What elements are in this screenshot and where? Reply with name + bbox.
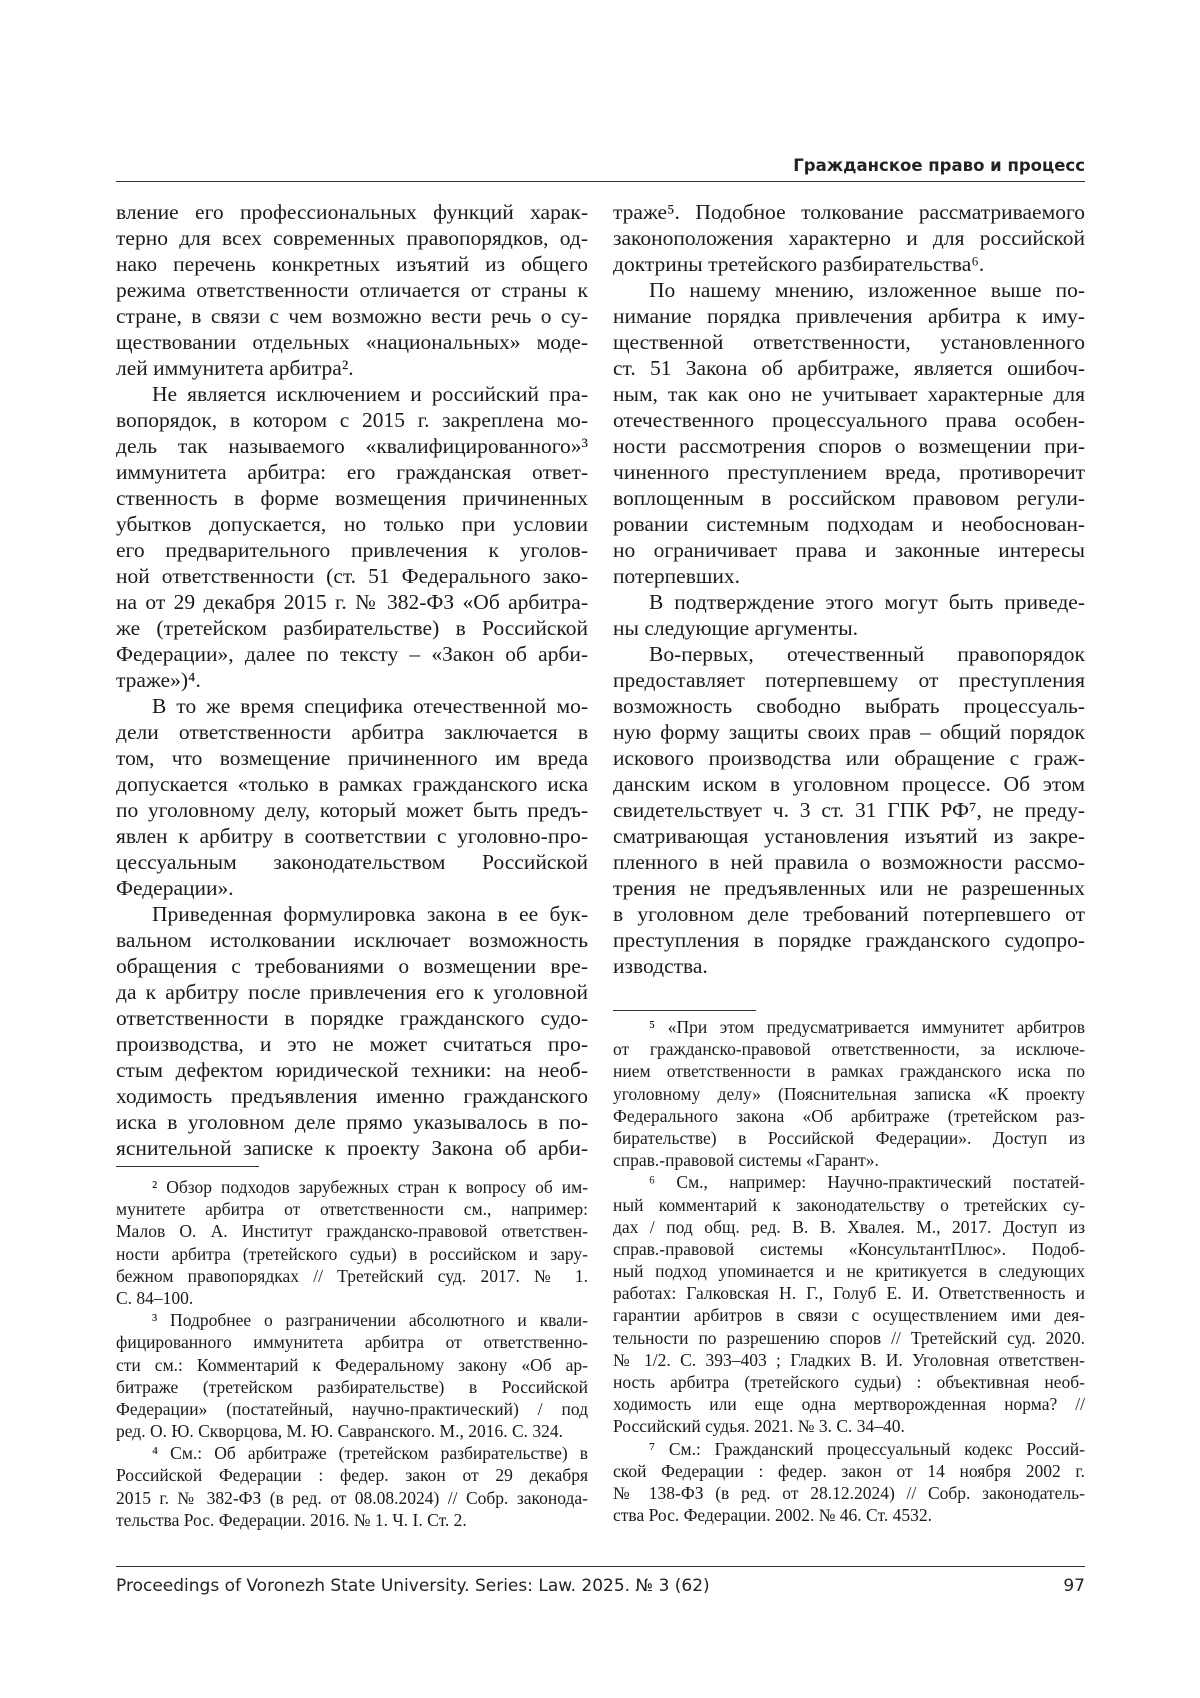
paragraph	[116, 381, 588, 693]
text-line: стране, в связи с чем возможно вести речь о су-	[116, 303, 588, 329]
text-line: вопорядок, в котором с 2015 г. закреплена мо-	[116, 407, 588, 433]
text-line: гарантии арбитров в связи с осуществлением ими дея-	[613, 1304, 1085, 1326]
text-line: ходимость предъявления именно гражданского	[116, 1083, 588, 1109]
text-line: № 138-ФЗ (в ред. от 28.12.2024) // Собр. законодатель-	[613, 1482, 1085, 1504]
text-line: данским иском в уголовном процессе. Об этом	[613, 771, 1085, 797]
text-line: ской Федерации : федер. закон от 14 ноября 2002 г.	[613, 1460, 1085, 1482]
text-line: воплощенным в российском правовом регули-	[613, 485, 1085, 511]
text-line: ществовании отдельных «национальных» моде-	[116, 329, 588, 355]
text-line: Федерального закона «Об арбитраже (третейском раз-	[613, 1105, 1085, 1127]
paragraph	[116, 901, 588, 1161]
text-line: мунитете арбитра от ответственности см., например:	[116, 1198, 588, 1220]
text-line: на от 29 декабря 2015 г. № 382-ФЗ «Об арбитра-	[116, 589, 588, 615]
text-line: траже»)⁴.	[116, 667, 588, 693]
text-line: 2015 г. № 382-ФЗ (в ред. от 08.08.2024) // Собр. законода-	[116, 1487, 588, 1509]
body-column-left	[116, 199, 588, 1161]
header-rule	[116, 181, 1085, 182]
text-line: Российской Федерации : федер. закон от 29 декабря	[116, 1464, 588, 1486]
text-line: По нашему мнению, изложенное выше по-	[613, 277, 1085, 303]
text-line: ответственности в порядке гражданского судо-	[116, 1005, 588, 1031]
text-line: ности рассмотрения споров о возмещении при-	[613, 433, 1085, 459]
text-line: ровании системным подходам и необоснован-	[613, 511, 1085, 537]
text-line: лей иммунитета арбитра².	[116, 355, 588, 381]
text-line: нием ответственности в рамках гражданского иска по	[613, 1060, 1085, 1082]
text-line: изводства.	[613, 953, 1085, 979]
running-header: Гражданское право и процесс	[793, 156, 1085, 175]
text-line: производства, и это не может считаться про-	[116, 1031, 588, 1057]
text-line: вление его профессиональных функций харак-	[116, 199, 588, 225]
text-line: Федерации» (постатейный, научно-практический) / под	[116, 1398, 588, 1420]
text-line: ст. 51 Закона об арбитраже, является ошибоч-	[613, 355, 1085, 381]
body-column-right	[613, 199, 1085, 979]
footnotes-right	[613, 1016, 1085, 1526]
text-line: ным, так как оно не учитывает характерные для	[613, 381, 1085, 407]
text-line: трения не предъявленных или не разрешенных	[613, 875, 1085, 901]
text-line: тельности по разрешению споров // Третейский суд. 2020.	[613, 1327, 1085, 1349]
footer-rule	[116, 1566, 1085, 1567]
text-line: ⁵ «При этом предусматривается иммунитет арбитров	[613, 1016, 1085, 1038]
text-line: работах: Галковская Н. Г., Голуб Е. И. Ответственность и	[613, 1282, 1085, 1304]
text-line: дели ответственности арбитра заключается в	[116, 719, 588, 745]
text-line: обращения с требованиями о возмещении вре-	[116, 953, 588, 979]
text-line: справ.-правовой системы «Гарант».	[613, 1149, 1085, 1171]
text-line: дах / под общ. ред. В. В. Хвалея. М., 2017. Доступ из	[613, 1216, 1085, 1238]
text-line: Российский судья. 2021. № 3. С. 34–40.	[613, 1415, 1085, 1437]
text-line: терно для всех современных правопорядков, од-	[116, 225, 588, 251]
text-line: уголовному делу» (Пояснительная записка «К проекту	[613, 1083, 1085, 1105]
text-line: от гражданско-правовой ответственности, за исключе-	[613, 1038, 1085, 1060]
text-line: ходимость или еще одна мертворожденная норма? //	[613, 1393, 1085, 1415]
footnote	[116, 1176, 588, 1309]
text-line: же (третейском разбирательстве) в Российской	[116, 615, 588, 641]
text-line: сматривающая установления изъятий из закре-	[613, 823, 1085, 849]
text-line: допускается «только в рамках гражданского иска	[116, 771, 588, 797]
footnote	[613, 1438, 1085, 1527]
text-line: отечественного процессуального права особен-	[613, 407, 1085, 433]
text-line: возможность свободно выбрать процессуаль-	[613, 693, 1085, 719]
text-line: цессуальным законодательством Российской	[116, 849, 588, 875]
text-line: законоположения характерно и для российской	[613, 225, 1085, 251]
text-line: ред. О. Ю. Скворцова, М. Ю. Савранского. М., 2016. С. 324.	[116, 1420, 588, 1442]
text-line: яснительной записке к проекту Закона об арби-	[116, 1135, 588, 1161]
text-line: сти см.: Комментарий к Федеральному закону «Об ар-	[116, 1354, 588, 1376]
text-line: Не является исключением и российский пра-	[116, 381, 588, 407]
text-line: убытков допускается, но только при условии	[116, 511, 588, 537]
text-line: бежном правопорядках // Третейский суд. 2017. № 1.	[116, 1265, 588, 1287]
paragraph	[613, 199, 1085, 277]
text-line: его предварительного привлечения к уголов-	[116, 537, 588, 563]
footnote	[116, 1442, 588, 1531]
text-line: доктрины третейского разбирательства⁶.	[613, 251, 1085, 277]
paragraph	[116, 693, 588, 901]
text-line: вальном истолковании исключает возможность	[116, 927, 588, 953]
paragraph	[613, 641, 1085, 979]
text-line: ⁴ См.: Об арбитраже (третейском разбирательстве) в	[116, 1442, 588, 1464]
text-line: бирательстве) в Российской Федерации». Доступ из	[613, 1127, 1085, 1149]
text-line: В то же время специфика отечественной мо-	[116, 693, 588, 719]
text-line: ⁷ См.: Гражданский процессуальный кодекс Россий-	[613, 1438, 1085, 1460]
text-line: ² Обзор подходов зарубежных стран к вопросу об им-	[116, 1176, 588, 1198]
text-line: справ.-правовой системы «КонсультантПлюс». Подоб-	[613, 1238, 1085, 1260]
text-line: ³ Подробнее о разграничении абсолютного и квали-	[116, 1309, 588, 1331]
text-line: том, что возмещение причиненного им вреда	[116, 745, 588, 771]
text-line: С. 84–100.	[116, 1287, 588, 1309]
text-line: нако перечень конкретных изъятий из общего	[116, 251, 588, 277]
paragraph	[613, 589, 1085, 641]
text-line: ный комментарий к законодательству о третейских су-	[613, 1194, 1085, 1216]
text-line: тельства Рос. Федерации. 2016. № 1. Ч. I. Ст. 2.	[116, 1509, 588, 1531]
text-line: ный подход упоминается и не критикуется в следующих	[613, 1260, 1085, 1282]
text-line: ⁶ См., например: Научно-практический постатей-	[613, 1171, 1085, 1193]
text-line: Федерации», далее по тексту – «Закон об арби-	[116, 641, 588, 667]
text-line: по уголовному делу, который может быть предъ-	[116, 797, 588, 823]
text-line: щественной ответственности, установленного	[613, 329, 1085, 355]
page-number: 97	[1063, 1576, 1085, 1596]
paragraph	[116, 199, 588, 381]
footnote-rule-left	[116, 1166, 259, 1167]
text-line: иммунитета арбитра: его гражданская ответ-	[116, 459, 588, 485]
text-line: Во-первых, отечественный правопорядок	[613, 641, 1085, 667]
footnote-rule-right	[613, 1010, 756, 1011]
text-line: в уголовном деле требований потерпевшего от	[613, 901, 1085, 927]
footnote	[613, 1171, 1085, 1437]
text-line: режима ответственности отличается от страны к	[116, 277, 588, 303]
text-line: ны следующие аргументы.	[613, 615, 1085, 641]
text-line: ной ответственности (ст. 51 Федерального зако-	[116, 563, 588, 589]
footnote	[116, 1309, 588, 1442]
text-line: преступления в порядке гражданского судопро-	[613, 927, 1085, 953]
text-line: ности арбитра (третейского судьи) в российском и зару-	[116, 1243, 588, 1265]
text-line: № 1/2. С. 393–403 ; Гладких В. И. Уголовная ответствен-	[613, 1349, 1085, 1371]
text-line: да к арбитру после привлечения его к уголовной	[116, 979, 588, 1005]
text-line: но ограничивает права и законные интересы	[613, 537, 1085, 563]
text-line: нимание порядка привлечения арбитра к иму-	[613, 303, 1085, 329]
footer-journal: Proceedings of Voronezh State University. Series: Law. 2025. № 3 (62)	[116, 1576, 710, 1596]
text-line: предоставляет потерпевшему от преступления	[613, 667, 1085, 693]
text-line: Малов О. А. Институт гражданско-правовой ответствен-	[116, 1220, 588, 1242]
text-line: ную форму защиты своих прав – общий порядок	[613, 719, 1085, 745]
text-line: В подтверждение этого могут быть приведе-	[613, 589, 1085, 615]
text-line: Приведенная формулировка закона в ее бук-	[116, 901, 588, 927]
footnote	[613, 1016, 1085, 1171]
text-line: фицированного иммунитета арбитра от ответственно-	[116, 1331, 588, 1353]
text-line: явлен к арбитру в соответствии с уголовно-про-	[116, 823, 588, 849]
text-line: траже⁵. Подобное толкование рассматриваемого	[613, 199, 1085, 225]
footnotes-left	[116, 1176, 588, 1531]
text-line: свидетельствует ч. 3 ст. 31 ГПК РФ⁷, не преду-	[613, 797, 1085, 823]
text-line: иска в уголовном деле прямо указывалось в по-	[116, 1109, 588, 1135]
text-line: пленного в ней правила о возможности рассмо-	[613, 849, 1085, 875]
text-line: ственность в форме возмещения причиненных	[116, 485, 588, 511]
text-line: битраже (третейском разбирательстве) в Российской	[116, 1376, 588, 1398]
text-line: потерпевших.	[613, 563, 1085, 589]
text-line: дель так называемого «квалифицированного»³	[116, 433, 588, 459]
text-line: ность арбитра (третейского судьи) : объективная необ-	[613, 1371, 1085, 1393]
text-line: ства Рос. Федерации. 2002. № 46. Ст. 4532.	[613, 1504, 1085, 1526]
text-line: стым дефектом юридической техники: на необ-	[116, 1057, 588, 1083]
text-line: Федерации».	[116, 875, 588, 901]
text-line: чиненного преступлением вреда, противоречит	[613, 459, 1085, 485]
text-line: искового производства или обращение с граж-	[613, 745, 1085, 771]
paragraph	[613, 277, 1085, 589]
